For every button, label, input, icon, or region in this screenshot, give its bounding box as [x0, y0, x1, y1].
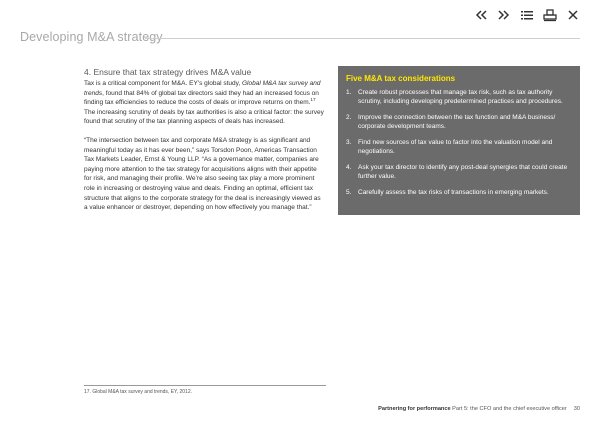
toolbar — [474, 8, 580, 22]
section-title: Developing M&A strategy — [20, 30, 163, 44]
next-page-icon[interactable] — [497, 8, 511, 22]
intro-text-b: , found that 84% of global tax directors said they had an increased focus on finding tax efficiencies to reduce the costs of deals or improve returns on them. — [84, 89, 319, 107]
item-number: 3. — [346, 138, 352, 146]
list-item — [346, 163, 572, 181]
item-number: 1. — [346, 89, 352, 96]
title-divider — [145, 38, 580, 39]
list-item — [346, 88, 572, 106]
list-item — [346, 113, 572, 131]
item-text: Carefully assess the tax risks of transactions in emerging markets. — [358, 188, 549, 196]
list-item — [346, 138, 572, 156]
section-heading: 4. Ensure that tax strategy drives M&A value — [84, 67, 252, 77]
intro-paragraph — [84, 79, 326, 127]
quote-paragraph: “The intersection between tax and corporate M&A strategy is as significant and meaningful today as it has ever been,” says Torsdon Poon, Americas Transaction Tax Markets Leader, Ernst & Young LLP. “As a governance matter, companies are paying more attention to the tax strategy for acquisitions aligns with their appetite for risk, and managing their profile. We’re also seeing tax play a more prominent role in increasing or destroying value and deals. Finding an optimal, efficient tax structure that aligns to the corporate strategy for the deal is increasingly viewed as a value enhancer or destroyer, depending on how effectively you manage that.” — [84, 136, 321, 212]
list-item — [346, 188, 572, 197]
considerations-list — [346, 88, 572, 197]
intro-text-a: Tax is a critical component for M&A. EY’s global study, — [84, 80, 242, 87]
footnote-divider — [84, 385, 326, 386]
publication-title: Partnering for performance — [378, 406, 451, 412]
contents-icon[interactable] — [520, 8, 534, 22]
page-number: 30 — [573, 406, 580, 412]
page-footer — [378, 406, 580, 412]
publication-subtitle: Part 5: the CFO and the chief executive officer — [450, 406, 567, 412]
item-text: Create robust processes that manage tax risk, such as tax authority scrutiny, including developing predetermined practices and procedures. — [358, 89, 563, 106]
item-text: Find new sources of tax value to factor into the valuation model and negotiations. — [358, 138, 553, 156]
item-text: Ask your tax director to identify any post-deal synergies that could create further value. — [358, 163, 568, 180]
considerations-title: Five M&A tax considerations — [346, 74, 456, 83]
item-number: 4. — [346, 163, 352, 171]
print-icon[interactable] — [543, 8, 557, 22]
footnote: 17. Global M&A tax survey and trends, EY, 2012. — [84, 389, 193, 395]
considerations-box — [338, 66, 580, 215]
close-icon[interactable] — [566, 8, 580, 22]
study-title: Global M&A tax survey and trends — [84, 80, 321, 97]
item-number: 5. — [346, 188, 352, 196]
previous-page-icon[interactable] — [474, 8, 488, 22]
item-text: Improve the connection between the tax function and M&A business/ corporate development teams. — [358, 113, 556, 131]
intro-text-c: The increasing scrutiny of deals by tax authorities is also a critical factor: the survey found that scrutiny of the tax planning aspects of deals has increased. — [84, 108, 324, 126]
body-text — [84, 79, 326, 222]
footnote-ref[interactable]: 17 — [310, 97, 316, 103]
item-number: 2. — [346, 113, 352, 121]
